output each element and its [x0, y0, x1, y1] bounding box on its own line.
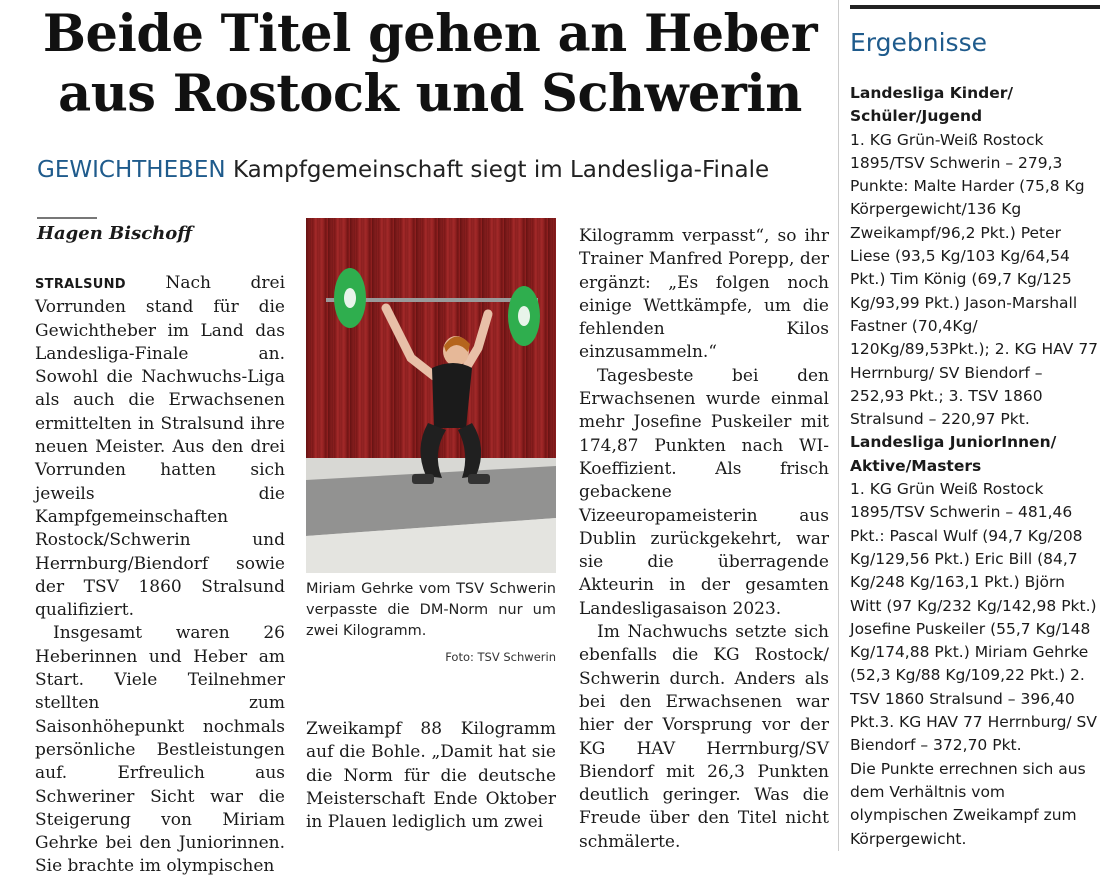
article-column-1 — [35, 272, 285, 879]
weightlifter-photo-illustration — [306, 218, 556, 573]
article-headline — [0, 4, 860, 124]
article-photo — [306, 218, 556, 573]
column-divider — [838, 0, 839, 851]
results-section-text: 1. KG Grün Weiß Rostock 1895/TSV Schwerin – 481,46 Pkt.: Pascal Wulf (94,7 Kg/208 Kg/129,56 Pkt.) Eric Bill (84,7 Kg/248 Kg/163,1 Pkt.) Björn Witt (97 Kg/232 Kg/142,98 Pkt.) Josefine Puskeiler (55,7 Kg/148 Kg/174,88 Pkt.) Miriam Gehrke (52,3 Kg/88 Kg/109,22 Pkt.) 2. TSV 1860 Stralsund – 396,40 Pkt.3. KG HAV 77 Herrnburg/ SV Biendorf – 372,70 Pkt. — [850, 480, 1098, 755]
sidebar-top-rule — [850, 5, 1100, 9]
article-paragraph: Insgesamt waren 26 Heberinnen und Heber am Start. Viele Teilnehmer stellten zum Saisonhöhepunkt nochmals persönliche Bestleistungen auf. Erfreulich aus Schweriner Sicht war die Steigerung von Miriam Gehrke bei den Juniorinnen. Sie brachte im olympischen — [35, 623, 285, 877]
subheadline-text: Kampfgemeinschaft siegt im Landesliga-Finale — [232, 157, 770, 183]
article-column-2 — [306, 718, 556, 834]
author-byline: Hagen Bischoff — [37, 223, 193, 244]
article-paragraph — [35, 272, 285, 622]
headline-line-2: aus Rostock und Schwerin — [58, 64, 802, 124]
article-paragraph: Im Nachwuchs setzte sich ebenfalls die KG Rostock/ Schwerin durch. Anders als bei den Erwachsenen war hier der Vorsprung vor der KG HAV Herrnburg/SV Biendorf mit 26,3 Punkten deutlich geringer. Was die Freude über den Titel nicht schmälerte. — [579, 622, 829, 852]
results-box — [850, 82, 1100, 851]
article-paragraph: Zweikampf 88 Kilogramm auf die Bohle. „Damit hat sie die Norm für die deutsche Meisterschaft Ende Oktober in Plauen lediglich um zwei — [306, 719, 556, 833]
article-column-3 — [579, 225, 829, 854]
article-paragraph: Tagesbeste bei den Erwachsenen wurde einmal mehr Josefine Puskeiler mit 174,87 Punkten nach WI-Koeffizient. Als frisch gebackene Vizeeuropameisterin aus Dublin zurückgekehrt, war sie die überragende Akteurin in der gesamten Landesligasaison 2023. — [579, 365, 829, 619]
results-section-heading: Landesliga Kinder/ Schüler/Jugend — [850, 84, 1014, 126]
results-section-heading: Landesliga JuniorInnen/ Aktive/Masters — [850, 433, 1057, 475]
section-kicker: GEWICHTHEBEN — [37, 157, 226, 183]
paragraph-text: Nach drei Vorrunden stand für die Gewichtheber im Land das Landesliga-Finale an. Sowohl die Nachwuchs-Liga als auch die Erwachsenen ermittelten in Stralsund ihre neuen Meister. Aus den drei Vorrunden hatten sich jeweils die Kampfgemeinschaften Rostock/Schwerin und Herrnburg/Biendorf sowie der TSV 1860 Stralsund qualifiziert. — [35, 273, 285, 621]
headline-line-1: Beide Titel gehen an Heber — [42, 4, 818, 64]
photo-credit: Foto: TSV Schwerin — [445, 650, 556, 664]
dateline: STRALSUND — [35, 277, 126, 292]
results-section-text: 1. KG Grün-Weiß Rostock 1895/TSV Schwerin – 279,3 Punkte: Malte Harder (75,8 Kg Körpergewicht/136 Kg Zweikampf/96,2 Pkt.) Peter Liese (93,5 Kg/103 Kg/64,54 Pkt.) Tim König (69,7 Kg/125 Kg/93,99 Pkt.) Jason-Marshall Fastner (70,4Kg/ 120Kg/89,53Pkt.); 2. KG HAV 77 Herrnburg/ SV Biendorf – 252,93 Pkt.; 3. TSV 1860 Stralsund – 220,97 Pkt. — [850, 130, 1099, 429]
article-paragraph: Kilogramm verpasst“, so ihr Trainer Manfred Porepp, der ergänzt: „Es folgen noch einige Wettkämpfe, um die fehlenden Kilos einzusammeln.“ — [579, 226, 829, 363]
article-subheadline — [37, 155, 837, 185]
photo-caption: Miriam Gehrke vom TSV Schwerin verpasste die DM-Norm nur um zwei Kilogramm. — [306, 581, 556, 639]
results-footnote: Die Punkte errechnen sich aus dem Verhältnis vom olympischen Zweikampf zum Körpergewicht. — [850, 759, 1086, 848]
results-title: Ergebnisse — [850, 28, 987, 57]
author-rule — [37, 217, 97, 219]
